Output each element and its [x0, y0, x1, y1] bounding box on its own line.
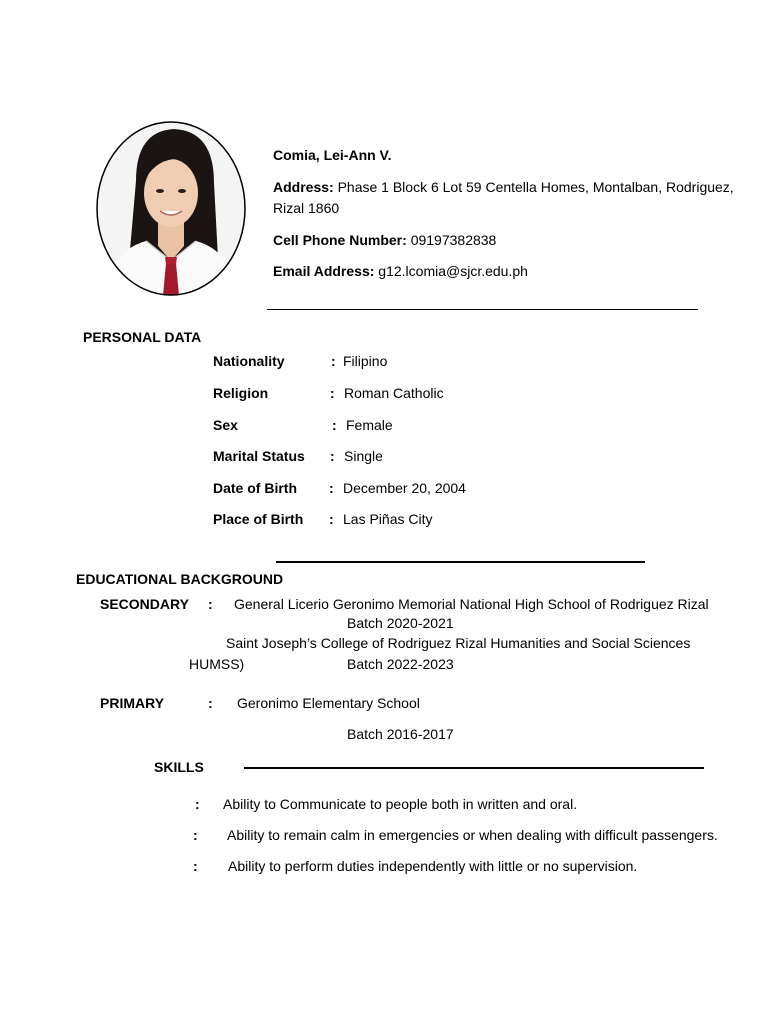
personal-data-divider: [276, 561, 645, 563]
email-value: g12.lcomia@sjcr.edu.ph: [378, 263, 528, 279]
skill-item-3: Ability to perform duties independently with little or no supervision.: [228, 858, 638, 874]
email-label: Email Address:: [273, 263, 375, 279]
nationality-value: Filipino: [343, 353, 388, 369]
date-of-birth-value: December 20, 2004: [343, 480, 466, 496]
secondary-batch-2: Batch 2022-2023: [347, 656, 454, 672]
nationality-colon: :: [331, 353, 336, 369]
phone-value: 09197382838: [410, 232, 497, 248]
header-divider: [267, 309, 698, 310]
personal-data-heading: PERSONAL DATA: [83, 329, 202, 345]
primary-batch: Batch 2016-2017: [347, 726, 454, 742]
primary-colon: :: [208, 695, 213, 711]
education-heading: EDUCATIONAL BACKGROUND: [76, 571, 284, 587]
address-line: [273, 179, 734, 195]
primary-label: PRIMARY: [100, 695, 165, 711]
marital-status-colon: :: [330, 448, 335, 464]
skill-item-2: Ability to remain calm in emergencies or when dealing with difficult passengers.: [227, 827, 718, 843]
skill-colon-2: :: [193, 827, 198, 843]
email-line: [273, 263, 528, 279]
marital-status-value: Single: [344, 448, 383, 464]
place-of-birth-colon: :: [329, 511, 334, 527]
sex-label: Sex: [213, 417, 238, 433]
phone-line: [273, 232, 496, 248]
applicant-name: Comia, Lei-Ann V.: [273, 147, 392, 163]
address-label: Address:: [273, 179, 334, 195]
place-of-birth-label: Place of Birth: [213, 511, 304, 527]
place-of-birth-value: Las Piñas City: [343, 511, 433, 527]
secondary-school-2: Saint Joseph’s College of Rodriguez Rizal Humanities and Social Sciences: [226, 635, 691, 651]
date-of-birth-label: Date of Birth: [213, 480, 297, 496]
secondary-school-2-cont: HUMSS): [189, 656, 245, 672]
secondary-label: SECONDARY: [100, 596, 189, 612]
religion-label: Religion: [213, 385, 269, 401]
secondary-school-1: General Licerio Geronimo Memorial National High School of Rodriguez Rizal: [234, 596, 709, 612]
primary-school: Geronimo Elementary School: [237, 695, 420, 711]
religion-colon: :: [330, 385, 335, 401]
secondary-batch-1: Batch 2020-2021: [347, 615, 454, 631]
skills-divider: [244, 767, 704, 769]
marital-status-label: Marital Status: [213, 448, 305, 464]
skill-colon-3: :: [193, 858, 198, 874]
phone-label: Cell Phone Number:: [273, 232, 407, 248]
nationality-label: Nationality: [213, 353, 285, 369]
sex-value: Female: [346, 417, 393, 433]
address-value: Phase 1 Block 6 Lot 59 Centella Homes, Montalban, Rodriguez,: [337, 179, 734, 195]
skill-item-1: Ability to Communicate to people both in written and oral.: [223, 796, 578, 812]
skill-colon-1: :: [195, 796, 200, 812]
secondary-colon: :: [208, 596, 213, 612]
profile-photo: [96, 121, 246, 296]
religion-value: Roman Catholic: [344, 385, 444, 401]
skills-heading: SKILLS: [154, 759, 204, 775]
address-line-2: Rizal 1860: [273, 200, 340, 216]
sex-colon: :: [332, 417, 337, 433]
date-of-birth-colon: :: [329, 480, 334, 496]
